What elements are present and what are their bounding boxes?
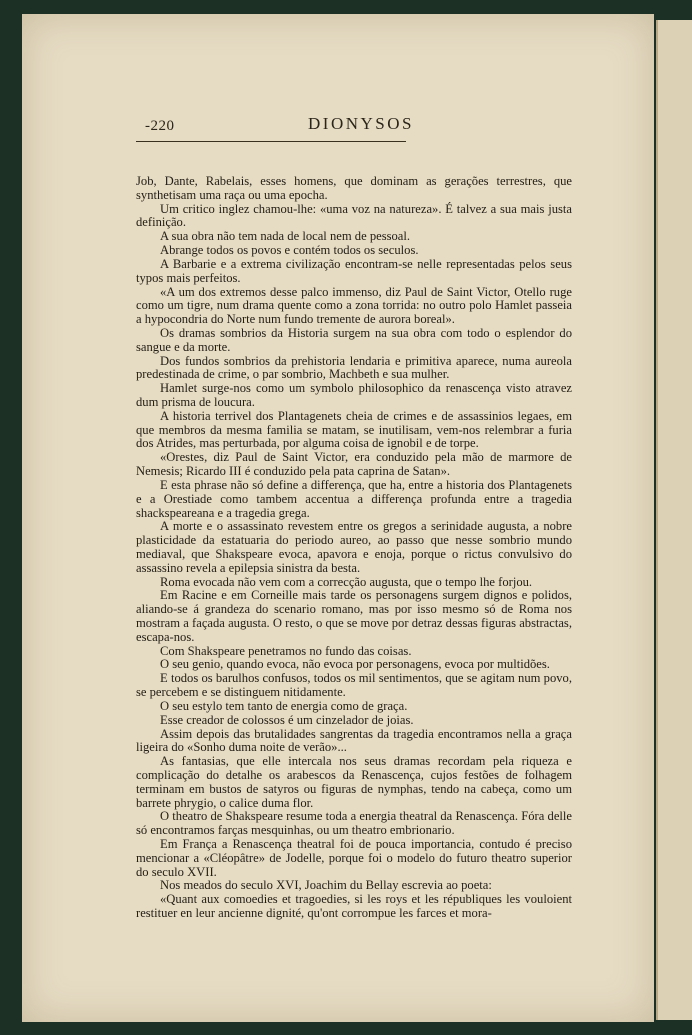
page-header bbox=[145, 114, 414, 140]
paragraph: A morte e o assassinato revestem entre os gregos a serinidade augusta, a nobre plasticidade da estatuaria do periodo aureo, ao passo que nesse sombrio mundo mediaval, que Shakspeare evoca, apavora e enoja, porque o rictus convulsivo do assassino revela a epilepsia sinistra da besta. bbox=[136, 519, 572, 575]
paragraph: Assim depois das brutalidades sangrentas da tragedia encontramos nella a graça ligeira do «Sonho duma noite de verão»... bbox=[136, 726, 572, 755]
running-title: DIONYSOS bbox=[308, 114, 414, 133]
paragraph: Abrange todos os povos e contém todos os seculos. bbox=[160, 243, 419, 258]
paragraph: «A um dos extremos desse palco immenso, diz Paul de Saint Victor, Otello ruge como um tigre, num drama quente como a zona torrida: no outro polo Hamlet passeia a hypocondria do Norte num fundo tremente de aurora boreal». bbox=[136, 284, 572, 327]
paragraph: Em Racine e em Corneille mais tarde os personagens surgem dignos e polidos, aliando-se á grandeza do scenario romano, mas por isso mesmo só de Roma nos mostram a façada augusta. O resto, o que se move por detraz dessas figuras abstractas, escapa-nos. bbox=[136, 588, 572, 644]
paragraph: Dos fundos sombrios da prehistoria lendaria e primitiva aparece, numa aureola predestinada de crime, o par sombrio, Machbeth e sua mulher. bbox=[136, 353, 572, 382]
paragraph: A Barbarie e a extrema civilização encontram-se nelle representadas pelos seus typos mais perfeitos. bbox=[136, 256, 572, 285]
paragraph: E todos os barulhos confusos, todos os mil sentimentos, que se agitam num povo, se percebem e se distinguem nitidamente. bbox=[136, 671, 572, 700]
paragraph: As fantasias, que elle intercala nos seus dramas recordam pela riqueza e complicação do detalhe os arabescos da Renascença, cujos festões de folhagem terminam em bustos de satyros ou figuras de nymphas, tendo na cabeça, como um barrete phrygio, o calice duma flor. bbox=[136, 754, 572, 810]
paragraph: Um critico inglez chamou-lhe: «uma voz na natureza». É talvez a sua mais justa definição. bbox=[136, 201, 572, 230]
paragraph: «Quant aux comoedies et tragoedies, si les roys et les républiques les vouloient restituer en leur ancienne dignité, qu'ont corrompue les farces et mora- bbox=[136, 892, 572, 921]
body-text bbox=[136, 175, 572, 921]
paragraph: A sua obra não tem nada de local nem de pessoal. bbox=[160, 229, 411, 244]
paragraph: O theatro de Shakspeare resume toda a energia theatral da Renascença. Fóra delle só encontramos farças mesquinhas, ou um theatro embrionario. bbox=[136, 809, 572, 838]
paragraph: «Orestes, diz Paul de Saint Victor, era conduzido pela mão de marmore de Nemesis; Ricardo III é conduzido pela pata caprina de Satan». bbox=[136, 450, 572, 479]
paragraph: O seu estylo tem tanto de energia como de graça. bbox=[160, 698, 408, 713]
page-number: -220 bbox=[145, 118, 175, 134]
paragraph: Os dramas sombrios da Historia surgem na sua obra com todo o esplendor do sangue e da morte. bbox=[136, 325, 572, 354]
paragraph: Roma evocada não vem com a correcção augusta, que o tempo lhe forjou. bbox=[160, 574, 533, 589]
paragraph: Em França a Renascença theatral foi de pouca importancia, contudo é preciso mencionar a «Cléopâtre» de Jodelle, porque foi o modelo do futuro theatro superior do seculo XVII. bbox=[136, 837, 572, 879]
paragraph: Hamlet surge-nos como um symbolo philosophico da renascença visto atravez dum prisma de loucura. bbox=[136, 381, 572, 409]
paragraph: Com Shakspeare penetramos no fundo das coisas. bbox=[160, 643, 412, 658]
paragraph: O seu genio, quando evoca, não evoca por personagens, evoca por multidões. bbox=[160, 657, 550, 672]
paragraph: Nos meados do seculo XVI, Joachim du Bellay escrevia ao poeta: bbox=[160, 878, 492, 893]
paragraph: Job, Dante, Rabelais, esses homens, que dominam as gerações terrestres, que synthetisam uma raça ou uma epocha. bbox=[136, 174, 572, 202]
paragraph: A historia terrivel dos Plantagenets cheia de crimes e de assassinios legaes, em que membros da mesma familia se matam, se inutilisam, vem-nos relembrar a furia dos Atrides, mas perturbada, por alguma coisa de ignobil e de torpe. bbox=[136, 408, 572, 451]
paragraph: E esta phrase não só define a differença, que ha, entre a historia dos Plantagenets e a Orestiade como tambem accentua a differença profunda entre a tragedia shackspeareana e a tragedia grega. bbox=[136, 477, 572, 520]
adjacent-page-edge bbox=[656, 20, 692, 1020]
header-rule bbox=[136, 141, 406, 142]
paragraph: Esse creador de colossos é um cinzelador de joias. bbox=[160, 712, 414, 727]
